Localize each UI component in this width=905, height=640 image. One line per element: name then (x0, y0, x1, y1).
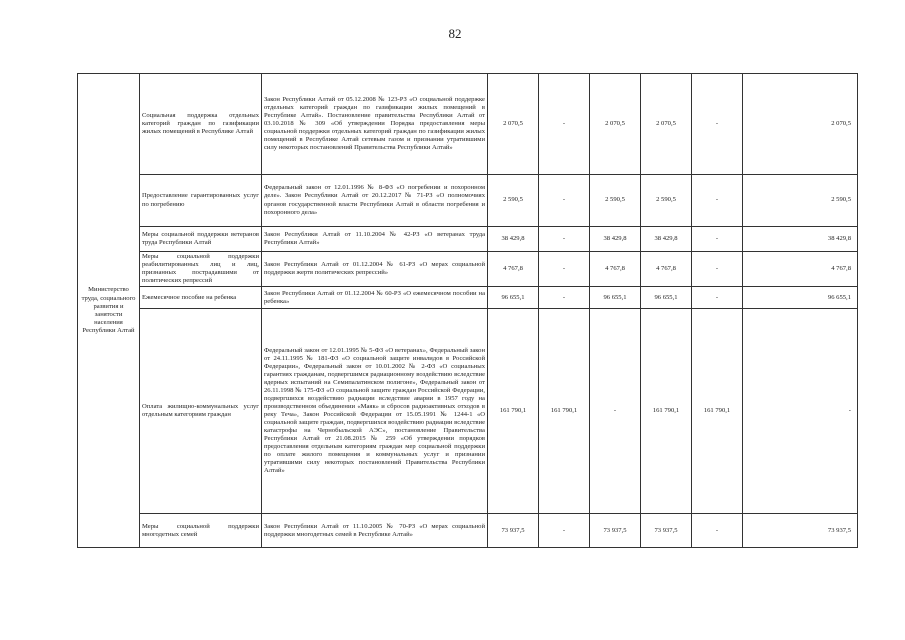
amount-cell: 38 429,8 (488, 227, 539, 252)
amount-cell: - (539, 175, 590, 227)
measure-cell: Меры социальной поддержки реабилитированных лиц и лиц, признанных пострадавшими от политических репрессий (140, 252, 262, 287)
table-row (78, 252, 858, 287)
amount-cell: 73 937,5 (641, 514, 692, 548)
amount-cell: - (539, 227, 590, 252)
table-row (78, 74, 858, 175)
legal-basis-cell: Закон Республики Алтай от 01.12.2004 № 60-РЗ «О ежемесячном пособии на ребенка» (262, 287, 488, 309)
amount-cell: 96 655,1 (743, 287, 858, 309)
amount-cell: 2 070,5 (590, 74, 641, 175)
table-row (78, 309, 858, 514)
amount-cell: 2 070,5 (488, 74, 539, 175)
amount-cell: 2 070,5 (743, 74, 858, 175)
amount-cell: 2 070,5 (641, 74, 692, 175)
budget-table (77, 73, 858, 548)
amount-cell: 96 655,1 (641, 287, 692, 309)
measure-cell: Меры социальной поддержки ветеранов труда Республики Алтай (140, 227, 262, 252)
amount-cell: - (692, 175, 743, 227)
amount-cell: 161 790,1 (539, 309, 590, 514)
measure-cell: Меры социальной поддержки многодетных семей (140, 514, 262, 548)
table-row (78, 175, 858, 227)
amount-cell: - (743, 309, 858, 514)
legal-basis-cell: Закон Республики Алтай от 11.10.2004 № 42-РЗ «О ветеранах труда Республики Алтай» (262, 227, 488, 252)
measure-cell: Ежемесячное пособие на ребенка (140, 287, 262, 309)
amount-cell: - (539, 514, 590, 548)
amount-cell: - (692, 227, 743, 252)
amount-cell: - (539, 74, 590, 175)
amount-cell: 4 767,8 (590, 252, 641, 287)
amount-cell: 161 790,1 (692, 309, 743, 514)
amount-cell: 2 590,5 (488, 175, 539, 227)
measure-cell: Оплата жилищно-коммунальных услуг отдельным категориям граждан (140, 309, 262, 514)
amount-cell: 4 767,8 (743, 252, 858, 287)
legal-basis-cell: Федеральный закон от 12.01.1995 № 5-ФЗ «О ветеранах», Федеральный закон от 24.11.1995 № 181-ФЗ «О социальной защите инвалидов в Российской Федерации», Федеральный закон от 10.01.2002 № 2-ФЗ «О социальных гарантиях гражданам, подвергшимся радиационному воздействию вследствие ядерных испытаний на Семипалатинском полигоне», Федеральный закон от 26.11.1998 № 175-ФЗ «О социальной защите граждан Российской Федерации, подвергшихся воздействию радиации вследствие аварии в 1957 году на производственном объединении «Маяк» и сбросов радиоактивных отходов в реку Теча», Закон Российской Федерации от 15.05.1991 № 1244-1 «О социальной защите граждан, подвергшихся воздействию радиации вследствие катастрофы на Чернобыльской АЭС», постановление Правительства Республики Алтай от 21.08.2015 № 259 «Об утверждении порядков предоставления отдельным категориям граждан мер социальной поддержки по оплате жилого помещения и коммунальных услуг и признании утратившими силу некоторых постановлений Правительства Республики Алтай» (262, 309, 488, 514)
amount-cell: 38 429,8 (590, 227, 641, 252)
amount-cell: 96 655,1 (488, 287, 539, 309)
legal-basis-cell: Федеральный закон от 12.01.1996 № 8-ФЗ «О погребении и похоронном деле». Закон Республики Алтай от 20.12.2017 № 71-РЗ «О полномочиях органов государственной власти Республики Алтай в области погребения и похоронного дела» (262, 175, 488, 227)
amount-cell: 73 937,5 (590, 514, 641, 548)
amount-cell: 161 790,1 (488, 309, 539, 514)
amount-cell: 73 937,5 (488, 514, 539, 548)
table-row (78, 227, 858, 252)
table-row (78, 287, 858, 309)
amount-cell: 38 429,8 (743, 227, 858, 252)
amount-cell: - (539, 287, 590, 309)
organization-cell: Министерство труда, социального развития и занятости населения Республики Алтай (78, 74, 140, 548)
table-row (78, 514, 858, 548)
amount-cell: - (692, 252, 743, 287)
amount-cell: 2 590,5 (590, 175, 641, 227)
amount-cell: 38 429,8 (641, 227, 692, 252)
amount-cell: 96 655,1 (590, 287, 641, 309)
amount-cell: 73 937,5 (743, 514, 858, 548)
legal-basis-cell: Закон Республики Алтай от 01.12.2004 № 61-РЗ «О мерах социальной поддержки жертв политических репрессий» (262, 252, 488, 287)
measure-cell: Социальная поддержка отдельных категорий граждан по газификации жилых помещений в Республике Алтай (140, 74, 262, 175)
amount-cell: 161 790,1 (641, 309, 692, 514)
amount-cell: - (692, 287, 743, 309)
amount-cell: 2 590,5 (641, 175, 692, 227)
amount-cell: - (590, 309, 641, 514)
amount-cell: 4 767,8 (488, 252, 539, 287)
table-body (78, 74, 858, 548)
legal-basis-cell: Закон Республики Алтай от 05.12.2008 № 123-РЗ «О социальной поддержке отдельных категорий граждан по газификации жилых помещений в Республике Алтай». Постановление правительства Республики Алтай от 03.10.2018 № 309 «Об утверждении Порядка предоставления меры социальной поддержки отдельных категорий граждан по газификации жилых помещений в Республике Алтай сетевым газом и признании утратившими силу некоторых постановлений Правительства Республики Алтай» (262, 74, 488, 175)
legal-basis-cell: Закон Республики Алтай от 11.10.2005 № 70-РЗ «О мерах социальной поддержки многодетных семей в Республике Алтай» (262, 514, 488, 548)
amount-cell: 2 590,5 (743, 175, 858, 227)
amount-cell: - (539, 252, 590, 287)
amount-cell: - (692, 74, 743, 175)
page-number: 82 (448, 26, 462, 41)
amount-cell: 4 767,8 (641, 252, 692, 287)
amount-cell: - (692, 514, 743, 548)
measure-cell: Предоставление гарантированных услуг по погребению (140, 175, 262, 227)
